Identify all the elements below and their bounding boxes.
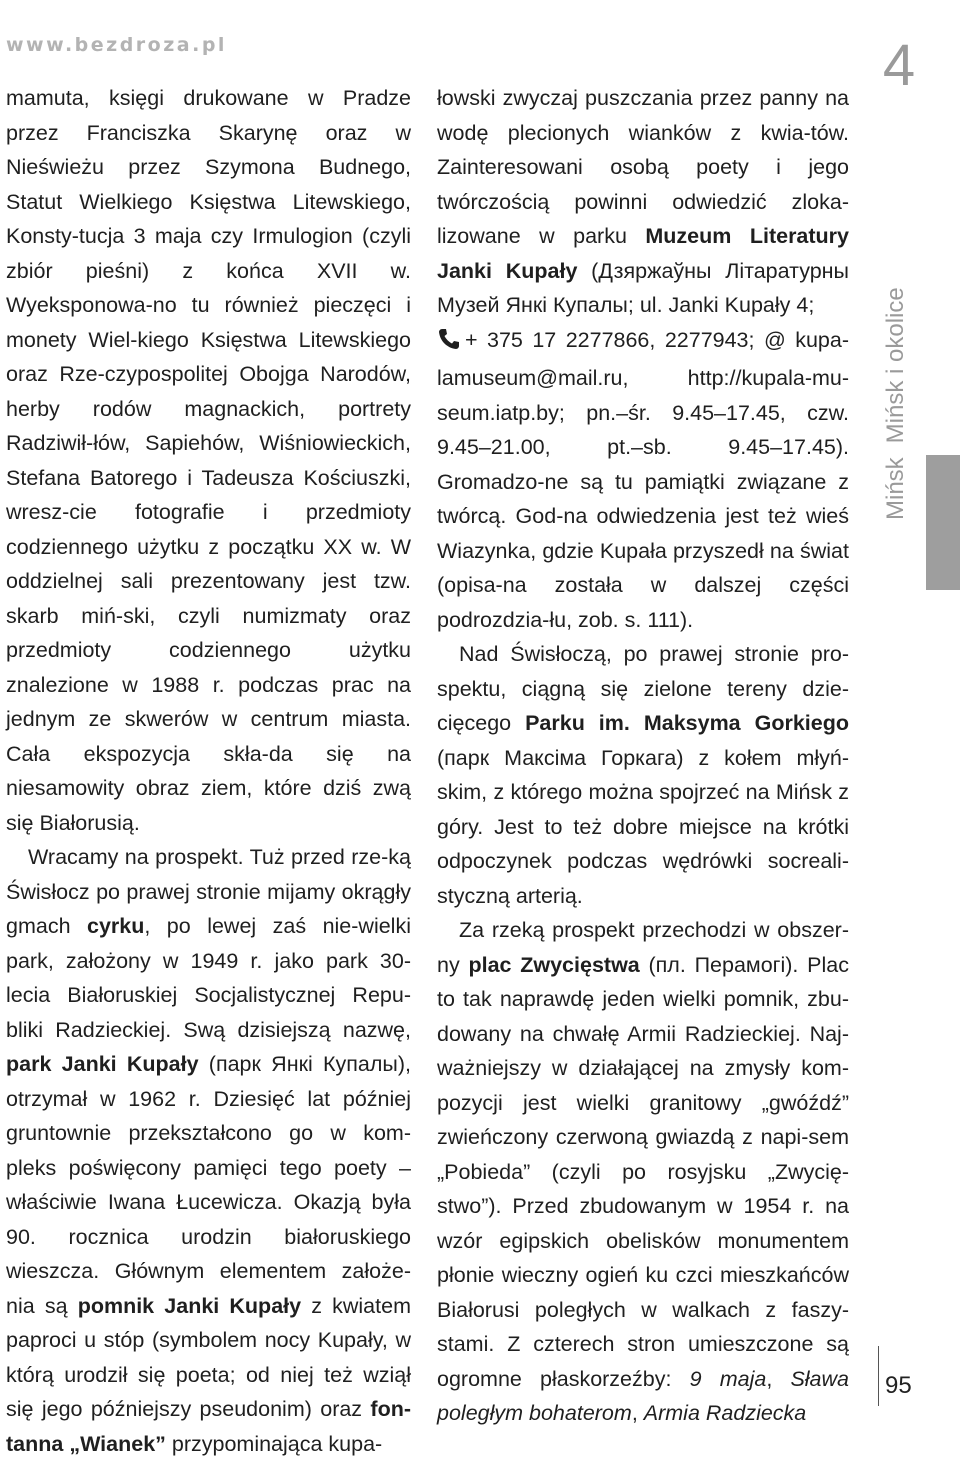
chapter-number: 4 bbox=[882, 33, 916, 98]
bold-term-monument: pomnik Janki Kupały bbox=[77, 1293, 302, 1318]
phone-icon bbox=[437, 327, 461, 362]
running-section-title bbox=[876, 220, 916, 520]
paragraph-1: mamuta, księgi drukowane w Pradze przez Franciszka Skarynę oraz w Nieświeżu przez Szymona Budnego, Statut Wielkiego Księstwa Litewskiego, Konsty-tucja 3 maja czy Irmulogion (czyli zbiór pieśni) z końca XVII w. Wyeksponowa-no tu również pieczęci i monety Wiel-kiego Księstwa Litewskiego oraz Rze-czypospolitej Obojga Narodów, herby rodów magnackich, portrety Radziwił-łów, Sapiehów, Wiśniowieckich, Stefana Batorego i Tadeusza Kościuszki, wresz-cie fotografie i przedmioty codziennego użytku z początku XX w. W oddzielnej sali prezentowany jest tzw. skarb miń-ski, czyli numizmaty oraz przedmioty codziennego użytku znalezione w 1988 r. podczas prac na jednym ze skwerów w centrum miasta. Cała ekspozycja skła-da się na niesamowity obraz ziem, które dziś zwą się Białorusią. bbox=[6, 86, 411, 835]
paragraph-3: łowski zwyczaj puszczania przez panny na wodę plecionych wianków z kwia-tów. Zainteresowani osobą poety i jego twórczością powinni odwiedzić zloka-lizowane w parku Muzeum Literatury Janki Kupały (Дзяржаўны Літаратурны Музей Янкі Купалы; ul. Janki Kupały 4; + 375 17 2277866, 2277943; @ kupa-lamuseum@mail.ru, http://kupala-mu-seum.iatp.by; pn.–śr. 9.45–17.45, czw. 9.45–21.00, pt.–sb. 9.45–17.45). Gromadzo-ne są tu pamiątki związane z twórcą. God-na odwiedzenia jest też wieś Wiazynka, gdzie Kupała przyszedł na świat (opisa-na została w dalszej części podrozdzia-łu, zob. s. 111). bbox=[437, 86, 850, 632]
italic-relief-1: 9 maja bbox=[689, 1366, 767, 1391]
page-number-rule bbox=[878, 1346, 879, 1406]
page-number: 95 bbox=[885, 1372, 912, 1399]
right-column bbox=[437, 81, 849, 1431]
bold-term-museum: Muzeum Literatury Janki Kupały bbox=[437, 224, 850, 283]
paragraph-5: Za rzeką prospekt przechodzi w obszer-ny plac Zwycięstwa (пл. Перамогі). Plac to tak naprawdę jeden wielki pomnik, zbu-dowany na chwałę Armii Radzieckiej. Naj-ważniejszy w działającej na zmysły kom-pozycji jest wielki granitowy „gwóźdź” zwieńczony czerwoną gwiazdą z napi-sem „Pobieda” (czyli po rosyjsku „Zwycię-stwo”). Przed zbudowanym w 1954 r. na wzór egipskich obelisków monumentem płonie wieczny ogień ku czci mieszkańców Białorusi poległych w walkach z faszy-stami. Z czterech stron umieszczone są ogromne płaskorzeźby: 9 maja, Sława poległym bohaterom, Armia Radziecka bbox=[437, 918, 849, 1425]
section-city: Mińsk bbox=[882, 457, 909, 520]
site-url: www.bezdroza.pl bbox=[6, 34, 227, 56]
bold-term-park: park Janki Kupały bbox=[6, 1052, 199, 1076]
paragraph-4: Nad Świsłoczą, po prawej stronie pro-spektu, ciągną się zielone tereny dzie-cięcego Parku im. Maksyma Gorkiego (парк Максіма Горкага) z kołem młyń-skim, z którego można spojrzeć na Mińsk z góry. Jest to też dobre miejsce na krótki odpoczynek podczas wędrówki socreali-styczną arterią. bbox=[437, 642, 849, 908]
left-column bbox=[6, 81, 411, 1461]
italic-relief-2: Sława poległym bohaterom bbox=[437, 1366, 849, 1425]
bold-term-victory-square: plac Zwycięstwa bbox=[468, 952, 640, 977]
italic-relief-3: Armia Radziecka bbox=[643, 1401, 807, 1425]
bold-term-fountain: fon-tanna „Wianek” bbox=[6, 1397, 411, 1456]
paragraph-2: Wracamy na prospekt. Tuż przed rze-ką Świsłocz po prawej stronie mijamy okrągły gmach cyrku, po lewej zaś nie-wielki park, założony w 1949 r. jako park 30-lecia Białoruskiej Socjalistycznej Repu-bliki Radzieckiej. Swą dzisiejszą nazwę, park Janki Kupały (парк Янкі Купалы), otrzymał w 1962 r. Dziesięć lat później gruntownie przekształcono go w kom-pleks poświęcony pamięci tego poety – właściwie Iwana Łucewicza. Okazją była 90. rocznica urodzin białoruskiego wieszcza. Głównym elementem założe-nia są pomnik Janki Kupały z kwiatem paproci u stóp (symbolem nocy Kupały, w którą urodził się poeta; od niej też wziął się jego późniejszy pseudonim) oraz fon-tanna „Wianek” przypominająca kupa- bbox=[6, 845, 411, 1456]
bold-term-circus: cyrku bbox=[87, 914, 145, 938]
section-tab-bar-blank bbox=[926, 0, 960, 455]
bold-term-gorky-park: Parku im. Maksyma Gorkiego bbox=[525, 711, 849, 735]
section-title: Mińsk i okolice bbox=[882, 287, 909, 444]
